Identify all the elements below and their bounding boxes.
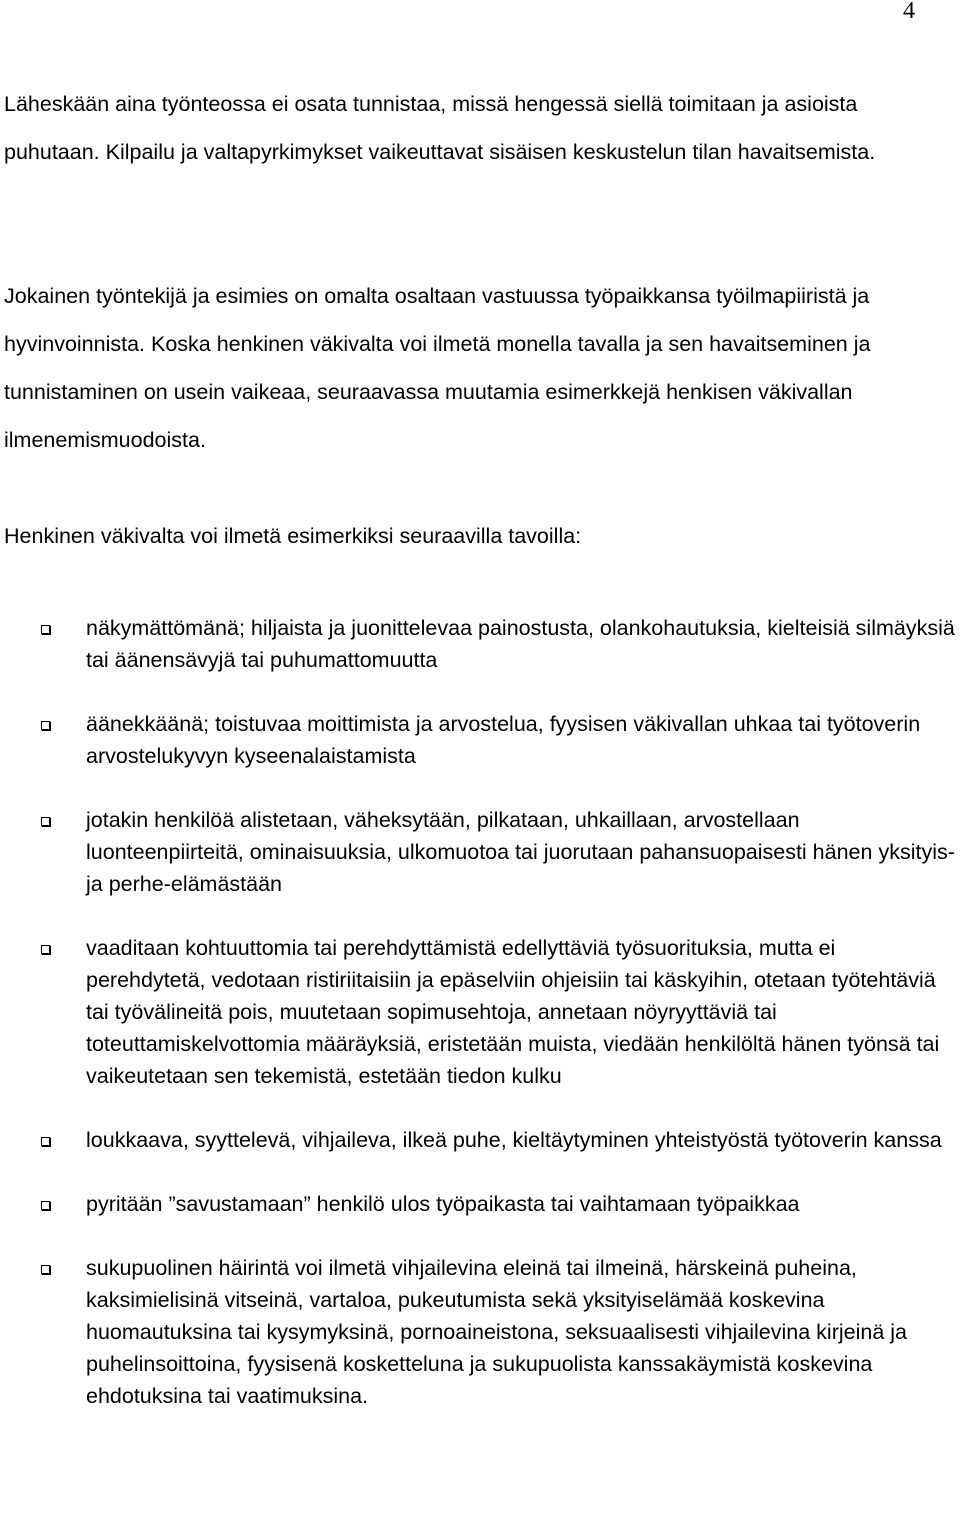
list-item [0,932,960,1092]
list-item-text: vaaditaan kohtuuttomia tai perehdyttämistä edellyttäviä työsuorituksia, mutta ei perehdytetä, vedotaan ristiriitaisiin ja epäselviin ohjeisiin tai käskyihin, otetaan työtehtäviä tai työvälineitä pois, muutetaan sopimusehtoja, annetaan nöyryyttäviä tai toteuttamiskelvottomia määräyksiä, eristetään muista, viedään henkilöltä hänen työnsä tai vaikeutetaan sen tekemistä, estetään tiedon kulku [86,936,940,1088]
checkbox-square-icon [41,1265,50,1274]
checkbox-square-icon [41,817,50,826]
list-item [0,708,960,772]
paragraph-list-lead: Henkinen väkivalta voi ilmetä esimerkiksi seuraavilla tavoilla: [4,524,582,548]
checkbox-square-icon [41,1137,50,1146]
checkbox-square-icon [41,625,50,634]
checkbox-square-icon [41,721,50,730]
list-item-text: sukupuolinen häirintä voi ilmetä vihjailevina eleinä tai ilmeinä, härskeinä puheina, kaksimielisinä vitseinä, vartaloa, pukeutumista sekä yksityiselämää koskevina huomautuksina tai kysymyksinä, pornoaineistona, seksuaalisesti vihjailevina kirjeinä ja puhelinsoittoina, fyysisenä kosketteluna ja sukupuolista kanssakäymistä koskevina ehdotuksina tai vaatimuksina. [86,1256,907,1408]
list-item-text: pyritään ”savustamaan” henkilö ulos työpaikasta tai vaihtamaan työpaikkaa [86,1192,800,1216]
list-item-text: jotakin henkilöä alistetaan, väheksytään, pilkataan, uhkaillaan, arvostellaan luonteenpiirteitä, ominaisuuksia, ulkomuotoa tai juorutaan pahansuopaisesti hänen yksityis- ja perhe-elämästään [86,808,955,896]
bullet-list [0,612,960,1412]
paragraph-responsibility: Jokainen työntekijä ja esimies on omalta osaltaan vastuussa työpaikkansa työilmapiiristä ja hyvinvoinnista. Koska henkinen väkivalta voi ilmetä monella tavalla ja sen havaitseminen ja tunnistaminen on usein vaikeaa, seuraavassa muutamia esimerkkejä henkisen väkivallan ilmenemismuodoista. [4,284,871,452]
page-number: 4 [903,0,915,24]
list-item-text: näkymättömänä; hiljaista ja juonittelevaa painostusta, olankohautuksia, kielteisiä silmäyksiä tai äänensävyjä tai puhumattomuutta [86,616,955,672]
list-item [0,1252,960,1412]
list-item [0,612,960,676]
list-item [0,804,960,900]
list-item-text: loukkaava, syyttelevä, vihjaileva, ilkeä puhe, kieltäytyminen yhteistyöstä työtoverin kanssa [86,1128,942,1152]
checkbox-square-icon [41,1201,50,1210]
paragraph-intro: Läheskään aina työnteossa ei osata tunnistaa, missä hengessä siellä toimitaan ja asioista puhutaan. Kilpailu ja valtapyrkimykset vaikeuttavat sisäisen keskustelun tilan havaitsemista. [4,92,876,164]
checkbox-square-icon [41,945,50,954]
list-item-text: äänekkäänä; toistuvaa moittimista ja arvostelua, fyysisen väkivallan uhkaa tai työtoverin arvostelukyvyn kyseenalaistamista [86,712,921,768]
list-item [0,1188,960,1220]
list-item [0,1124,960,1156]
